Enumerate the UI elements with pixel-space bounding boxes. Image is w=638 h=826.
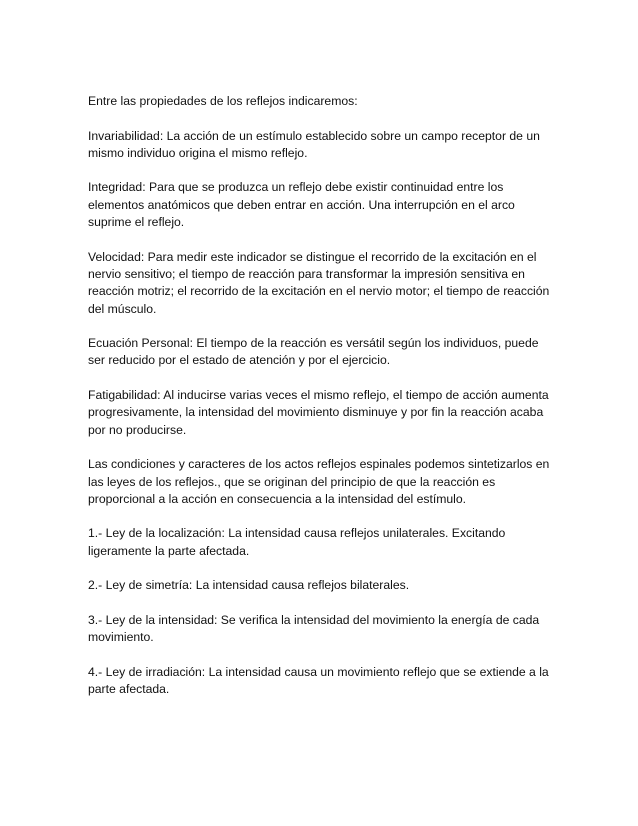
paragraph-ecuacion-personal: Ecuación Personal: El tiempo de la reacción es versátil según los individuos, puede ser reducido por el estado de atención y por el ejercicio. xyxy=(88,336,539,368)
paragraph-invariabilidad: Invariabilidad: La acción de un estímulo establecido sobre un campo receptor de un mismo individuo origina el mismo reflejo. xyxy=(88,128,540,160)
document-body xyxy=(88,93,552,716)
paragraph-condiciones: Las condiciones y caracteres de los actos reflejos espinales podemos sintetizarlos en las leyes de los reflejos., que se originan del principio de que la reacción es proporcional a la acción en consecuencia a la intensidad del estímulo. xyxy=(88,457,550,506)
paragraph-ley-irradiacion: 4.- Ley de irradiación: La intensidad causa un movimiento reflejo que se extiende a la parte afectada. xyxy=(88,664,549,697)
paragraph-fatigabilidad: Fatigabilidad: Al inducirse varias veces el mismo reflejo, el tiempo de acción aumenta progresivamente, la intensidad del movimiento disminuye y por fin la reacción acaba por no producirse. xyxy=(88,388,549,437)
paragraph-ley-simetria: 2.- Ley de simetría: La intensidad causa reflejos bilaterales. xyxy=(88,578,410,593)
paragraph-ley-localizacion: 1.- Ley de la localización: La intensidad causa reflejos unilaterales. Excitando ligeramente la parte afectada. xyxy=(88,526,506,558)
paragraph-integridad: Integridad: Para que se produzca un reflejo debe existir continuidad entre los elementos anatómicos que deben entrar en acción. Una interrupción en el arco suprime el reflejo. xyxy=(88,180,515,230)
paragraph-velocidad: Velocidad: Para medir este indicador se distingue el recorrido de la excitación en el nervio sensitivo; el tiempo de reacción para transformar la impresión sensitiva en reacción motriz; el recorrido de la excitación en el nervio motor; el tiempo de reacción del músculo. xyxy=(88,249,550,316)
intro-paragraph: Entre las propiedades de los reflejos indicaremos: xyxy=(88,94,358,108)
paragraph-ley-intensidad: 3.- Ley de la intensidad: Se verifica la intensidad del movimiento la energía de cada movimiento. xyxy=(88,612,540,645)
